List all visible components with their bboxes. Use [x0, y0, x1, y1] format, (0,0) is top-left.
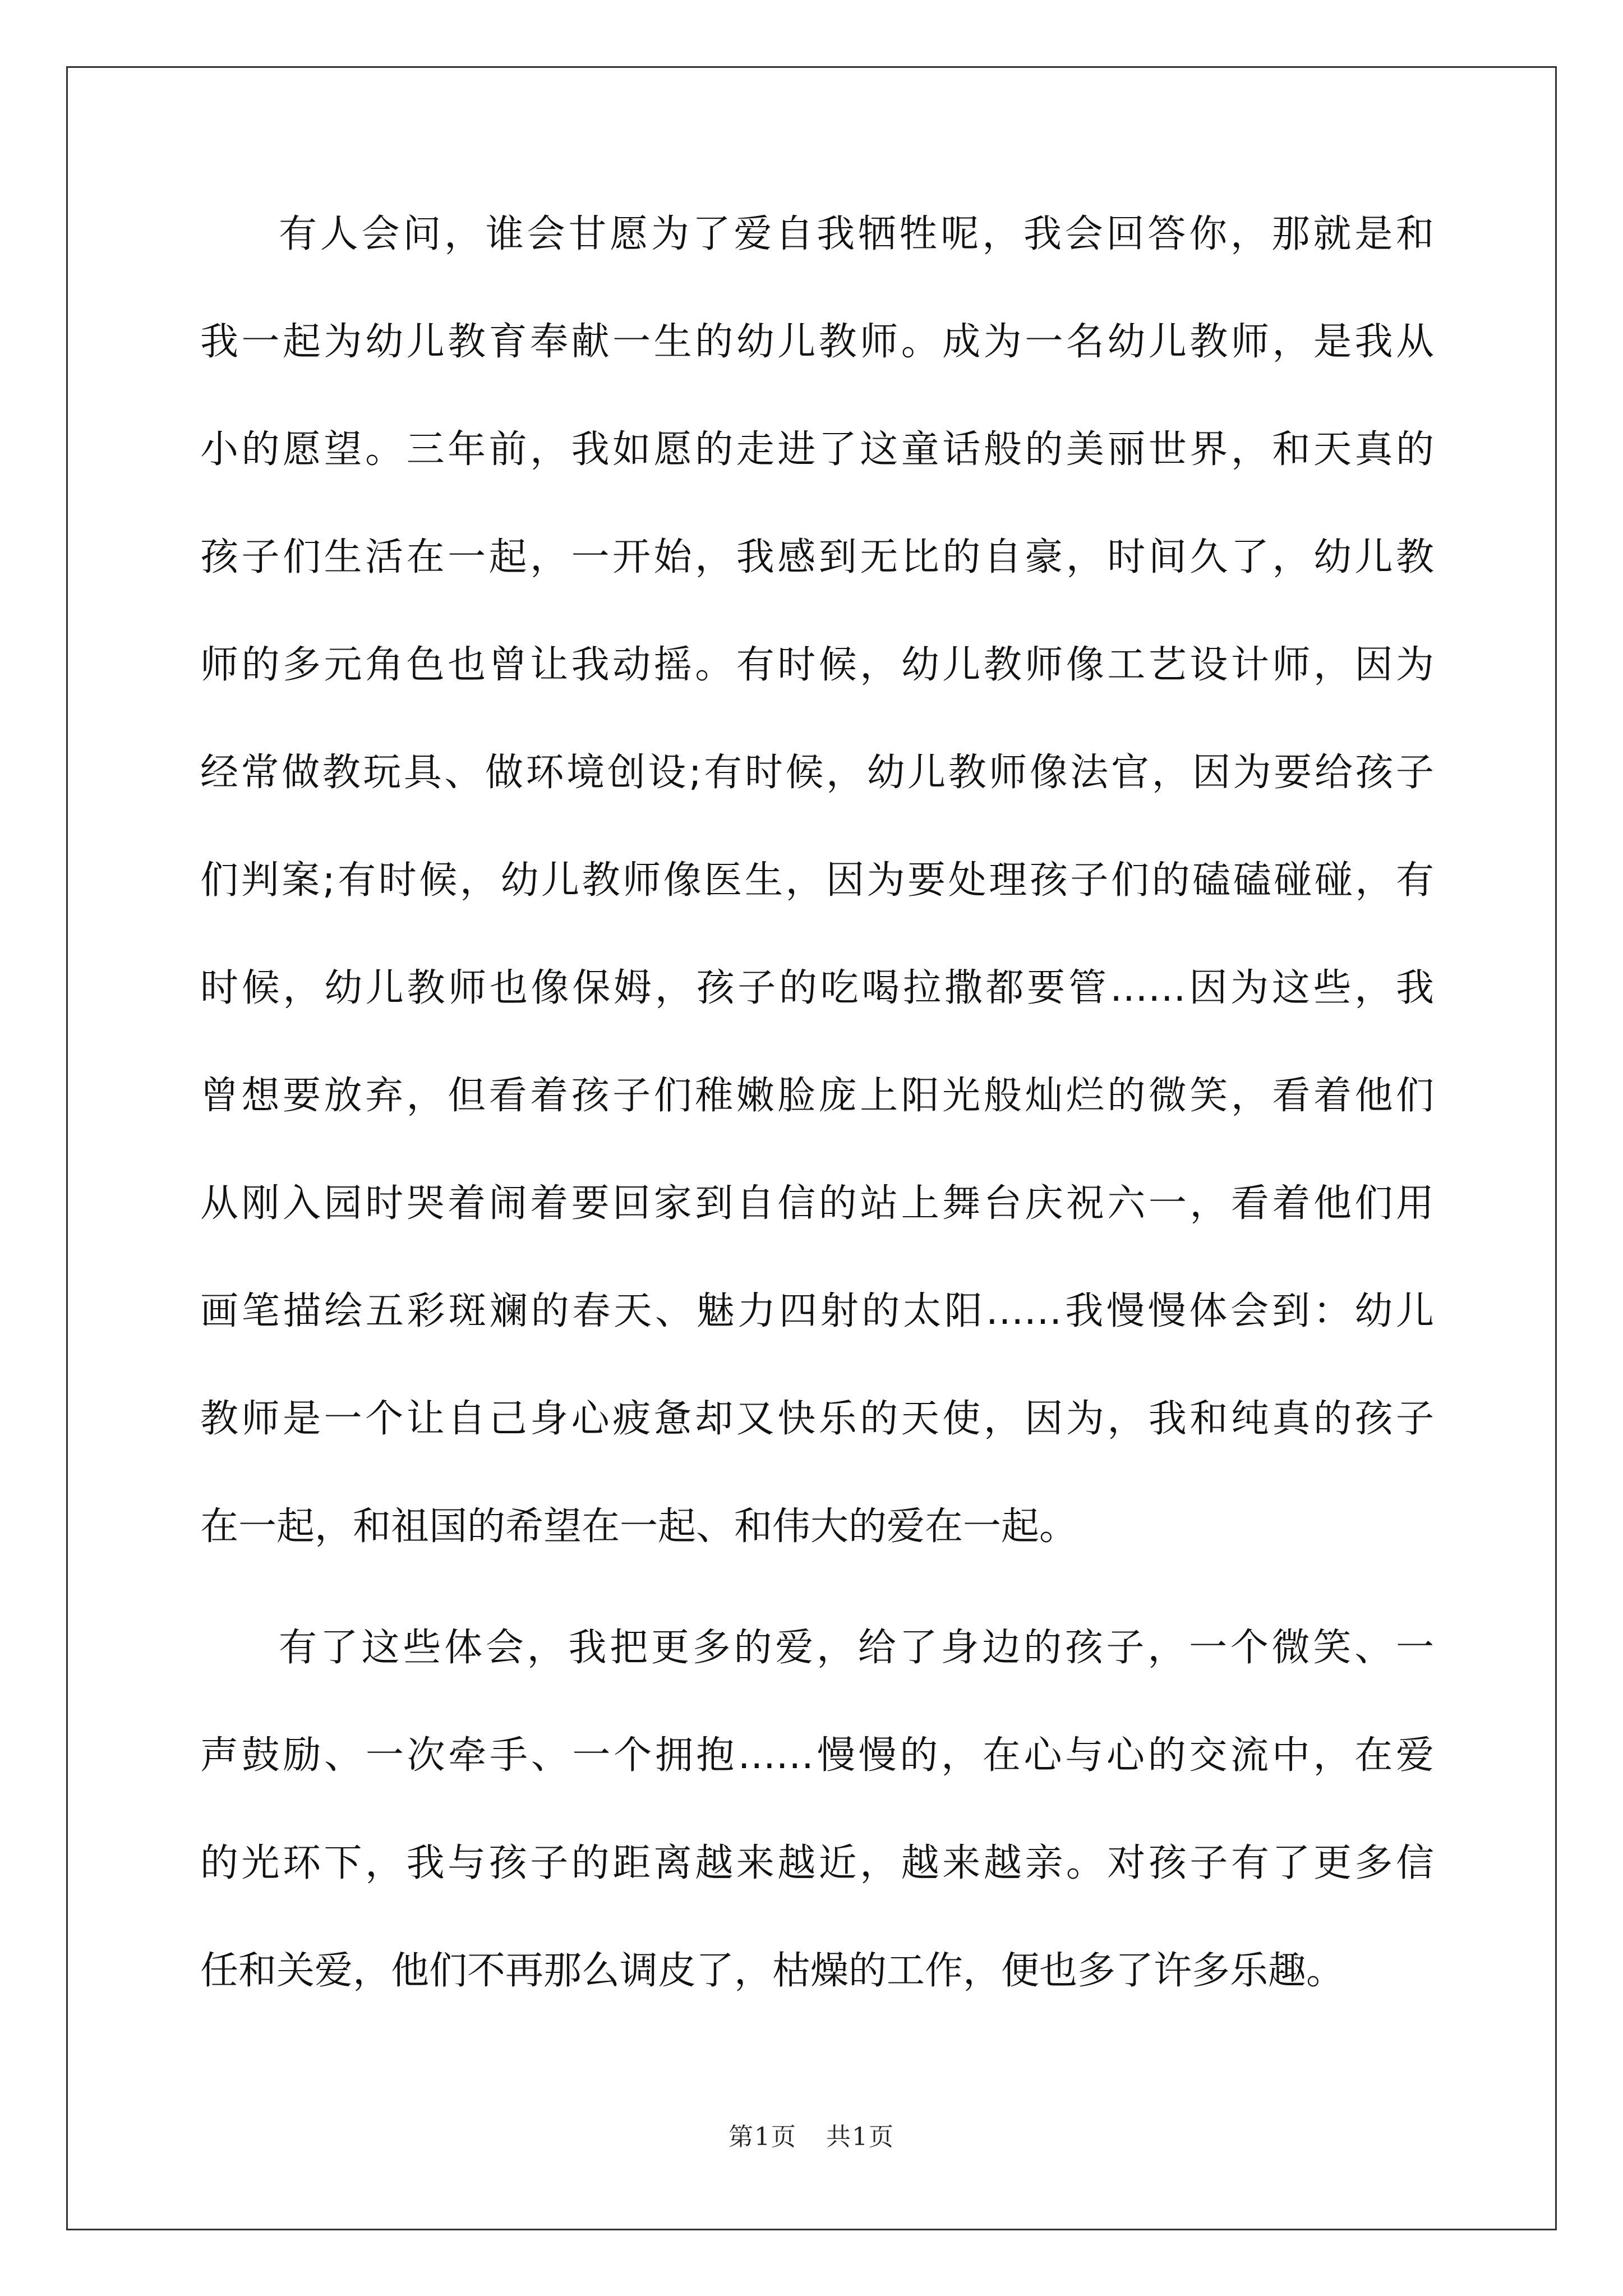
text-line: 我一起为幼儿教育奉献一生的幼儿教师。成为一名幼儿教师，是我从 [200, 320, 1434, 364]
text-line: 有人会问，谁会甘愿为了爱自我牺牲呢，我会回答你，那就是和 [279, 212, 1434, 256]
text-line: 从刚入园时哭着闹着要回家到自信的站上舞台庆祝六一，看着他们用 [200, 1181, 1434, 1226]
text-line: 教师是一个让自己身心疲惫却又快乐的天使，因为，我和纯真的孩子 [200, 1397, 1434, 1441]
document-body [200, 208, 1434, 2052]
text-line: 曾想要放弃，但看着孩子们稚嫩脸庞上阳光般灿烂的微笑，看着他们 [200, 1074, 1434, 1118]
text-line: 小的愿望。三年前，我如愿的走进了这童话般的美丽世界，和天真的 [200, 427, 1434, 472]
text-line: 师的多元角色也曾让我动摇。有时候，幼儿教师像工艺设计师，因为 [200, 643, 1434, 687]
paragraph-2 [200, 1621, 1434, 1998]
text-line: 时候，幼儿教师也像保姆，孩子的吃喝拉撒都要管……因为这些，我 [200, 966, 1434, 1010]
text-line: 任和关爱，他们不再那么调皮了，枯燥的工作，便也多了许多乐趣。 [200, 1949, 1345, 1993]
text-line: 经常做教玩具、做环境创设;有时候，幼儿教师像法官，因为要给孩子 [200, 751, 1434, 795]
page-number: 第1页 [728, 2123, 797, 2151]
text-line: 孩子们生活在一起，一开始，我感到无比的自豪，时间久了，幼儿教 [200, 535, 1434, 579]
text-line: 画笔描绘五彩斑斓的春天、魅力四射的太阳……我慢慢体会到：幼儿 [200, 1289, 1434, 1333]
text-line: 的光环下，我与孩子的距离越来越近，越来越亲。对孩子有了更多信 [200, 1841, 1434, 1885]
text-line: 声鼓励、一次牵手、一个拥抱……慢慢的，在心与心的交流中，在爱 [200, 1733, 1434, 1778]
text-line: 在一起，和祖国的希望在一起、和伟大的爱在一起。 [200, 1504, 1078, 1549]
page-footer [0, 2116, 1623, 2152]
text-line: 们判案;有时候，幼儿教师像医生，因为要处理孩子们的磕磕碰碰，有 [200, 858, 1434, 903]
paragraph-1 [200, 208, 1434, 1554]
page-total: 共1页 [826, 2123, 895, 2151]
text-line: 有了这些体会，我把更多的爱，给了身边的孩子，一个微笑、一 [279, 1626, 1434, 1670]
paragraph-spacer [200, 1608, 1434, 1621]
